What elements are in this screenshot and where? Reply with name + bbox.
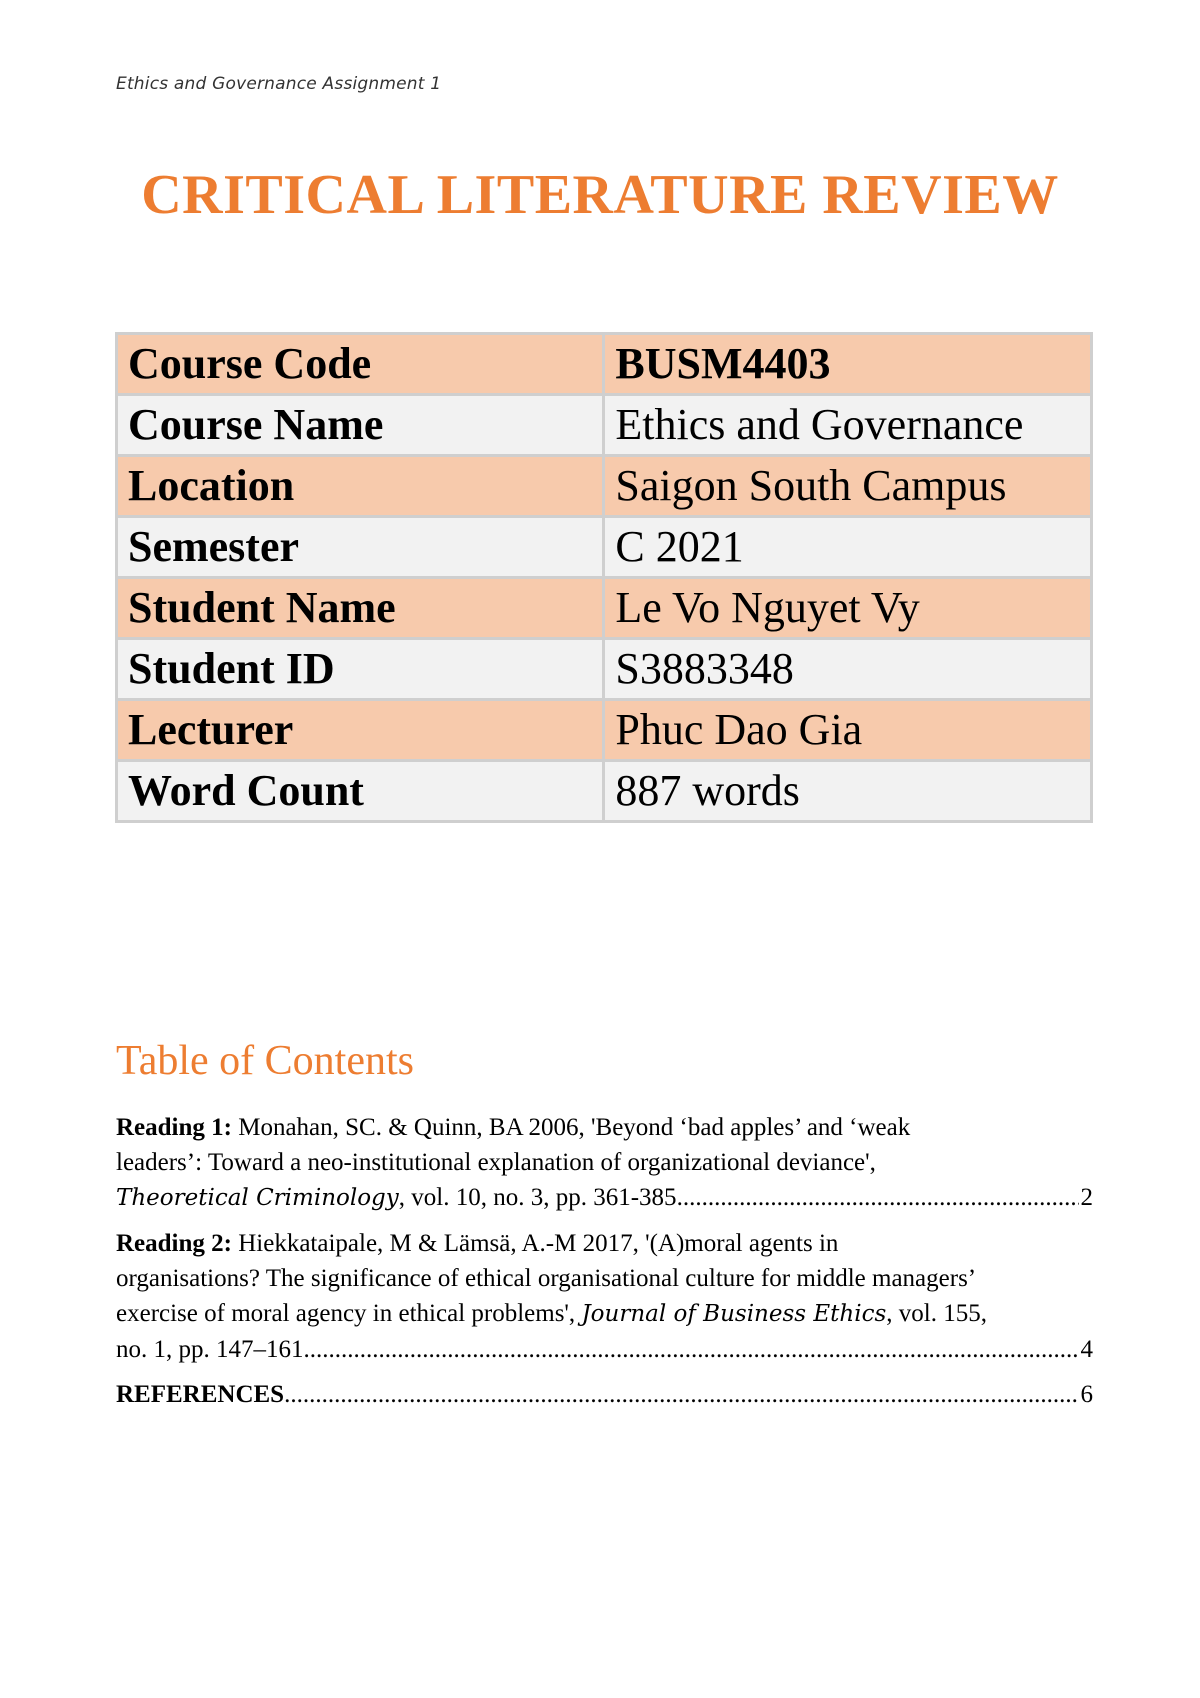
course-name-value: Ethics and Governance [604,395,1092,456]
reading-2-text-line-2: organisations? The significance of ethical organisational culture for middle managers’ [116,1265,977,1292]
lecturer-label: Lecturer [117,700,604,761]
course-code-value: BUSM4403 [604,334,1092,395]
reading-2-journal: Journal of Business Ethics [581,1301,887,1327]
references-page-number: 6 [1080,1381,1093,1408]
toc-line [116,1296,1093,1332]
dot-leader [677,1180,1079,1215]
student-id-value: S3883348 [604,639,1092,700]
reading-2-label: Reading 2: [116,1230,232,1257]
toc-line [116,1377,1093,1412]
toc-entry-reading-2[interactable] [116,1226,1093,1367]
toc-entry-references[interactable] [116,1377,1093,1412]
student-name-label: Student Name [117,578,604,639]
location-value: Saigon South Campus [604,456,1092,517]
location-label: Location [117,456,604,517]
course-info-table [115,332,1093,823]
document-title: CRITICAL LITERATURE REVIEW [141,164,1059,226]
toc-heading: Table of Contents [116,1038,414,1084]
student-id-label: Student ID [117,639,604,700]
table-row [117,578,1092,639]
semester-value: C 2021 [604,517,1092,578]
reading-1-text-line-1: Monahan, SC. & Quinn, BA 2006, 'Beyond ‘bad apples’ and ‘weak [238,1114,911,1141]
reading-2-text-line-4: no. 1, pp. 147–161 [116,1336,304,1363]
reading-2-page-number: 4 [1080,1336,1093,1363]
reading-2-text-line-1: Hiekkataipale, M & Lämsä, A.-M 2017, '(A)moral agents in [238,1230,839,1257]
references-label: REFERENCES [116,1381,285,1408]
table-of-contents [116,1110,1093,1422]
reading-1-text-line-2: leaders’: Toward a neo-institutional explanation of organizational deviance', [116,1149,876,1176]
toc-line [116,1226,1093,1261]
course-code-label: Course Code [117,334,604,395]
reading-2-text-line-3: exercise of moral agency in ethical problems', [116,1300,582,1327]
word-count-value: 887 words [604,761,1092,822]
reading-1-journal: Theoretical Criminology [116,1185,399,1211]
dot-leader [304,1332,1079,1367]
reading-1-details: , vol. 10, no. 3, pp. 361-385 [398,1184,677,1211]
table-row [117,456,1092,517]
toc-entry-reading-1[interactable] [116,1110,1093,1216]
word-count-label: Word Count [117,761,604,822]
table-row [117,395,1092,456]
reading-1-page-number: 2 [1080,1184,1093,1211]
toc-line [116,1180,1093,1216]
reading-1-label: Reading 1: [116,1114,232,1141]
table-row [117,639,1092,700]
table-row [117,700,1092,761]
table-row [117,334,1092,395]
reading-2-text-line-3-end: , vol. 155, [886,1300,987,1327]
table-row [117,761,1092,822]
toc-line [116,1332,1093,1367]
course-name-label: Course Name [117,395,604,456]
toc-line [116,1110,1093,1145]
running-header: Ethics and Governance Assignment 1 [116,74,442,94]
dot-leader [284,1377,1078,1412]
table-row [117,517,1092,578]
semester-label: Semester [117,517,604,578]
lecturer-value: Phuc Dao Gia [604,700,1092,761]
student-name-value: Le Vo Nguyet Vy [604,578,1092,639]
